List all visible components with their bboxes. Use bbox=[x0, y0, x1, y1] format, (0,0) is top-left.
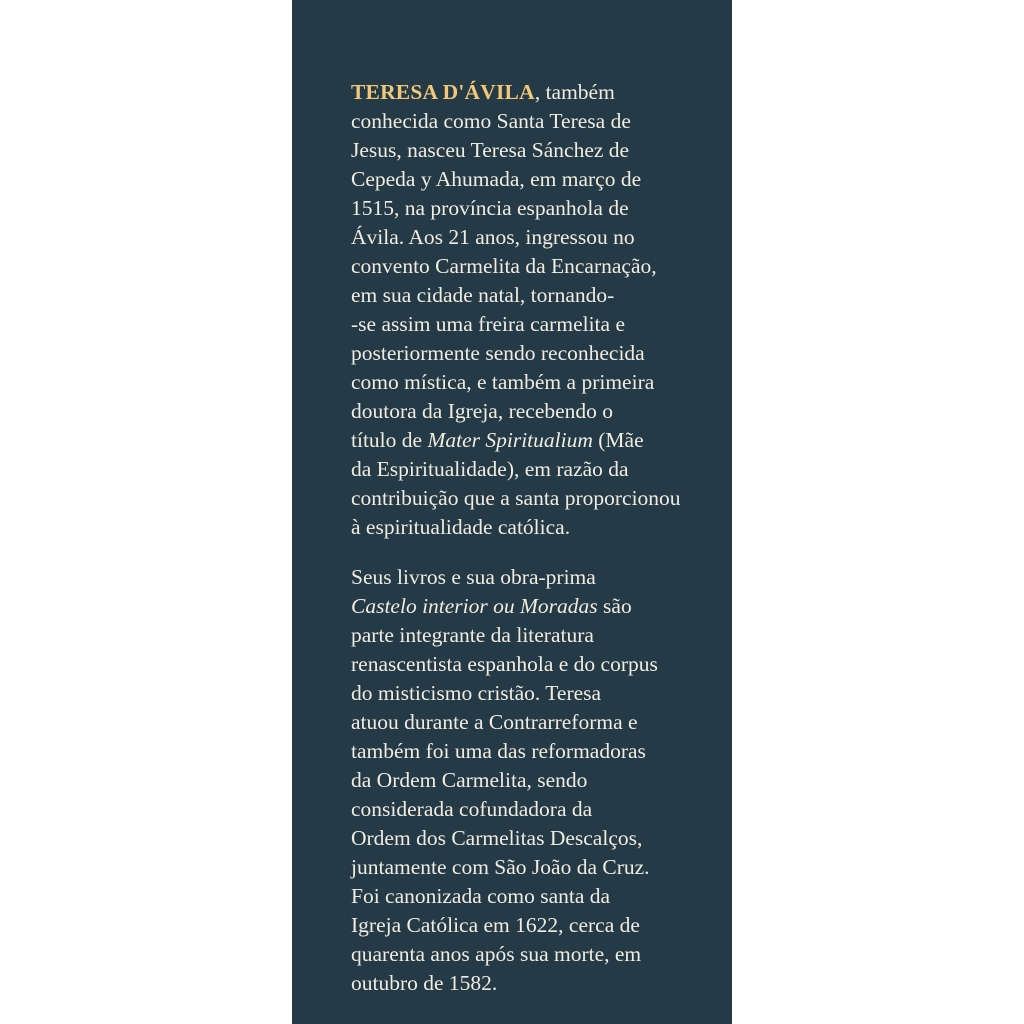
text-line: como mística, e também a primeira bbox=[351, 370, 655, 394]
text-line bbox=[351, 78, 696, 107]
italic-title-mater-spiritualium: Mater Spiritualium bbox=[427, 428, 593, 452]
italic-book-title: Castelo interior ou Moradas bbox=[351, 594, 598, 618]
text-line: -se assim uma freira carmelita e bbox=[351, 312, 625, 336]
text-line: convento Carmelita da Encarnação, bbox=[351, 254, 657, 278]
author-name: TERESA D'ÁVILA bbox=[351, 80, 535, 104]
text-line: da Espiritualidade), em razão da bbox=[351, 457, 629, 481]
text-line: também foi uma das reformadoras bbox=[351, 739, 646, 763]
text-line: doutora da Igreja, recebendo o bbox=[351, 399, 614, 423]
text-line: Ordem dos Carmelitas Descalços, bbox=[351, 826, 643, 850]
text-line: outubro de 1582. bbox=[351, 971, 498, 995]
text-line: atuou durante a Contrarreforma e bbox=[351, 710, 638, 734]
text-line: Seus livros e sua obra-prima bbox=[351, 565, 596, 589]
text-line: 1515, na província espanhola de bbox=[351, 196, 629, 220]
text-line: Foi canonizada como santa da bbox=[351, 884, 611, 908]
text-line: renascentista espanhola e do corpus bbox=[351, 652, 658, 676]
text-line: contribuição que a santa proporcionou bbox=[351, 486, 681, 510]
text-line: da Ordem Carmelita, sendo bbox=[351, 768, 588, 792]
text-line bbox=[351, 426, 696, 455]
text-line: Jesus, nasceu Teresa Sánchez de bbox=[351, 138, 630, 162]
text-fragment: título de bbox=[351, 428, 428, 452]
text-fragment: , também bbox=[534, 80, 615, 104]
text-line: à espiritualidade católica. bbox=[351, 515, 571, 539]
text-line bbox=[351, 592, 696, 621]
text-line: em sua cidade natal, tornando- bbox=[351, 283, 615, 307]
text-line: parte integrante da literatura bbox=[351, 623, 594, 647]
text-line: considerada cofundadora da bbox=[351, 797, 593, 821]
text-line: Ávila. Aos 21 anos, ingressou no bbox=[351, 225, 635, 249]
text-line: posteriormente sendo reconhecida bbox=[351, 341, 645, 365]
text-fragment: (Mãe bbox=[592, 428, 644, 452]
biography-paragraph-2 bbox=[351, 563, 696, 998]
text-line: juntamente com São João da Cruz. bbox=[351, 855, 650, 879]
text-fragment: são bbox=[597, 594, 632, 618]
text-line: Igreja Católica em 1622, cerca de bbox=[351, 913, 640, 937]
text-line: Cepeda y Ahumada, em março de bbox=[351, 167, 642, 191]
biography-text bbox=[351, 78, 696, 998]
biography-paragraph-1 bbox=[351, 78, 696, 542]
text-line: quarenta anos após sua morte, em bbox=[351, 942, 642, 966]
text-line: conhecida como Santa Teresa de bbox=[351, 109, 631, 133]
text-line: do misticismo cristão. Teresa bbox=[351, 681, 602, 705]
